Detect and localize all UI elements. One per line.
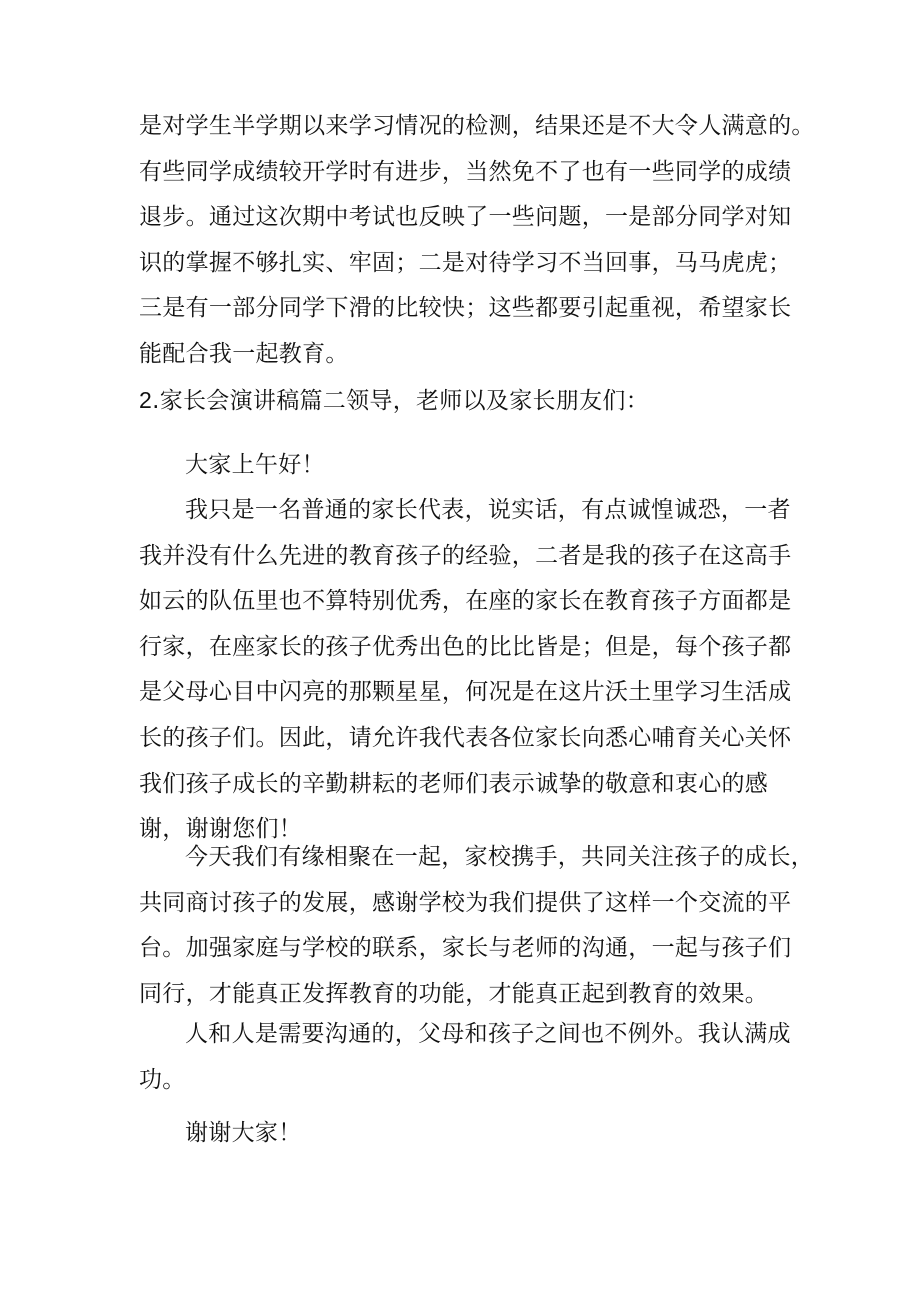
paragraph-1: [139, 488, 792, 853]
closing: [139, 1111, 789, 1157]
paragraph-2: [139, 835, 815, 1017]
greeting-line: 大家上午好！: [185, 452, 325, 478]
text-line: 我们孩子成长的辛勤耕耘的老师们表示诚挚的敬意和衷心的感: [139, 770, 769, 797]
text-line: 是对学生半学期以来学习情况的检测，结果还是不大令人满意的。: [139, 113, 815, 139]
greeting: [139, 443, 789, 489]
text-line: 能配合我一起教育。: [139, 340, 349, 367]
text-line: 行家，在座家长的孩子优秀出色的比比皆是；但是，每个孩子都: [139, 633, 792, 660]
text-line: 功。: [139, 1066, 186, 1093]
section-heading: [139, 378, 789, 424]
section-number: 2: [139, 387, 153, 413]
text-line: 同行，才能真正发挥教育的功能，才能真正起到教育的效果。: [139, 980, 769, 1007]
section-heading-line: [139, 378, 789, 424]
text-line: 是父母心目中闪亮的那颗星星，何况是在这片沃土里学习生活成: [139, 679, 792, 706]
text-line: 台。加强家庭与学校的联系，家长与老师的沟通，一起与孩子们: [139, 935, 792, 962]
text-line: 谢，谢谢您们！: [139, 816, 303, 843]
closing-line: 谢谢大家！: [185, 1120, 302, 1146]
text-line: 三是有一部分同学下滑的比较快；这些都要引起重视，希望家长: [139, 295, 792, 322]
continued-paragraph: [139, 104, 815, 378]
text-line: 我只是一名普通的家长代表，说实话，有点诚惶诚恐，一者: [185, 497, 791, 523]
text-line: 今天我们有缘相聚在一起，家校携手，共同关注孩子的成长，: [185, 844, 815, 870]
paragraph-3: [139, 1012, 789, 1103]
text-line: 退步。通过这次期中考试也反映了一些问题，一是部分同学对知: [139, 204, 792, 231]
text-line: 我并没有什么先进的教育孩子的经验，二者是我的孩子在这高手: [139, 542, 792, 569]
text-line: 共同商讨孩子的发展，感谢学校为我们提供了这样一个交流的平: [139, 889, 792, 916]
text-line: 人和人是需要沟通的，父母和孩子之间也不例外。我认满成: [185, 1021, 791, 1047]
text-line: 如云的队伍里也不算特别优秀，在座的家长在教育孩子方面都是: [139, 588, 792, 615]
section-heading-text: .家长会演讲稿篇二领导，老师以及家长朋友们：: [152, 388, 650, 414]
text-line: 有些同学成绩较开学时有进步，当然免不了也有一些同学的成绩: [139, 158, 792, 185]
text-line: 识的掌握不够扎实、牢固；二是对待学习不当回事，马马虎虎；: [139, 249, 792, 276]
text-line: 长的孩子们。因此，请允许我代表各位家长向悉心哺育关心关怀: [139, 724, 792, 751]
